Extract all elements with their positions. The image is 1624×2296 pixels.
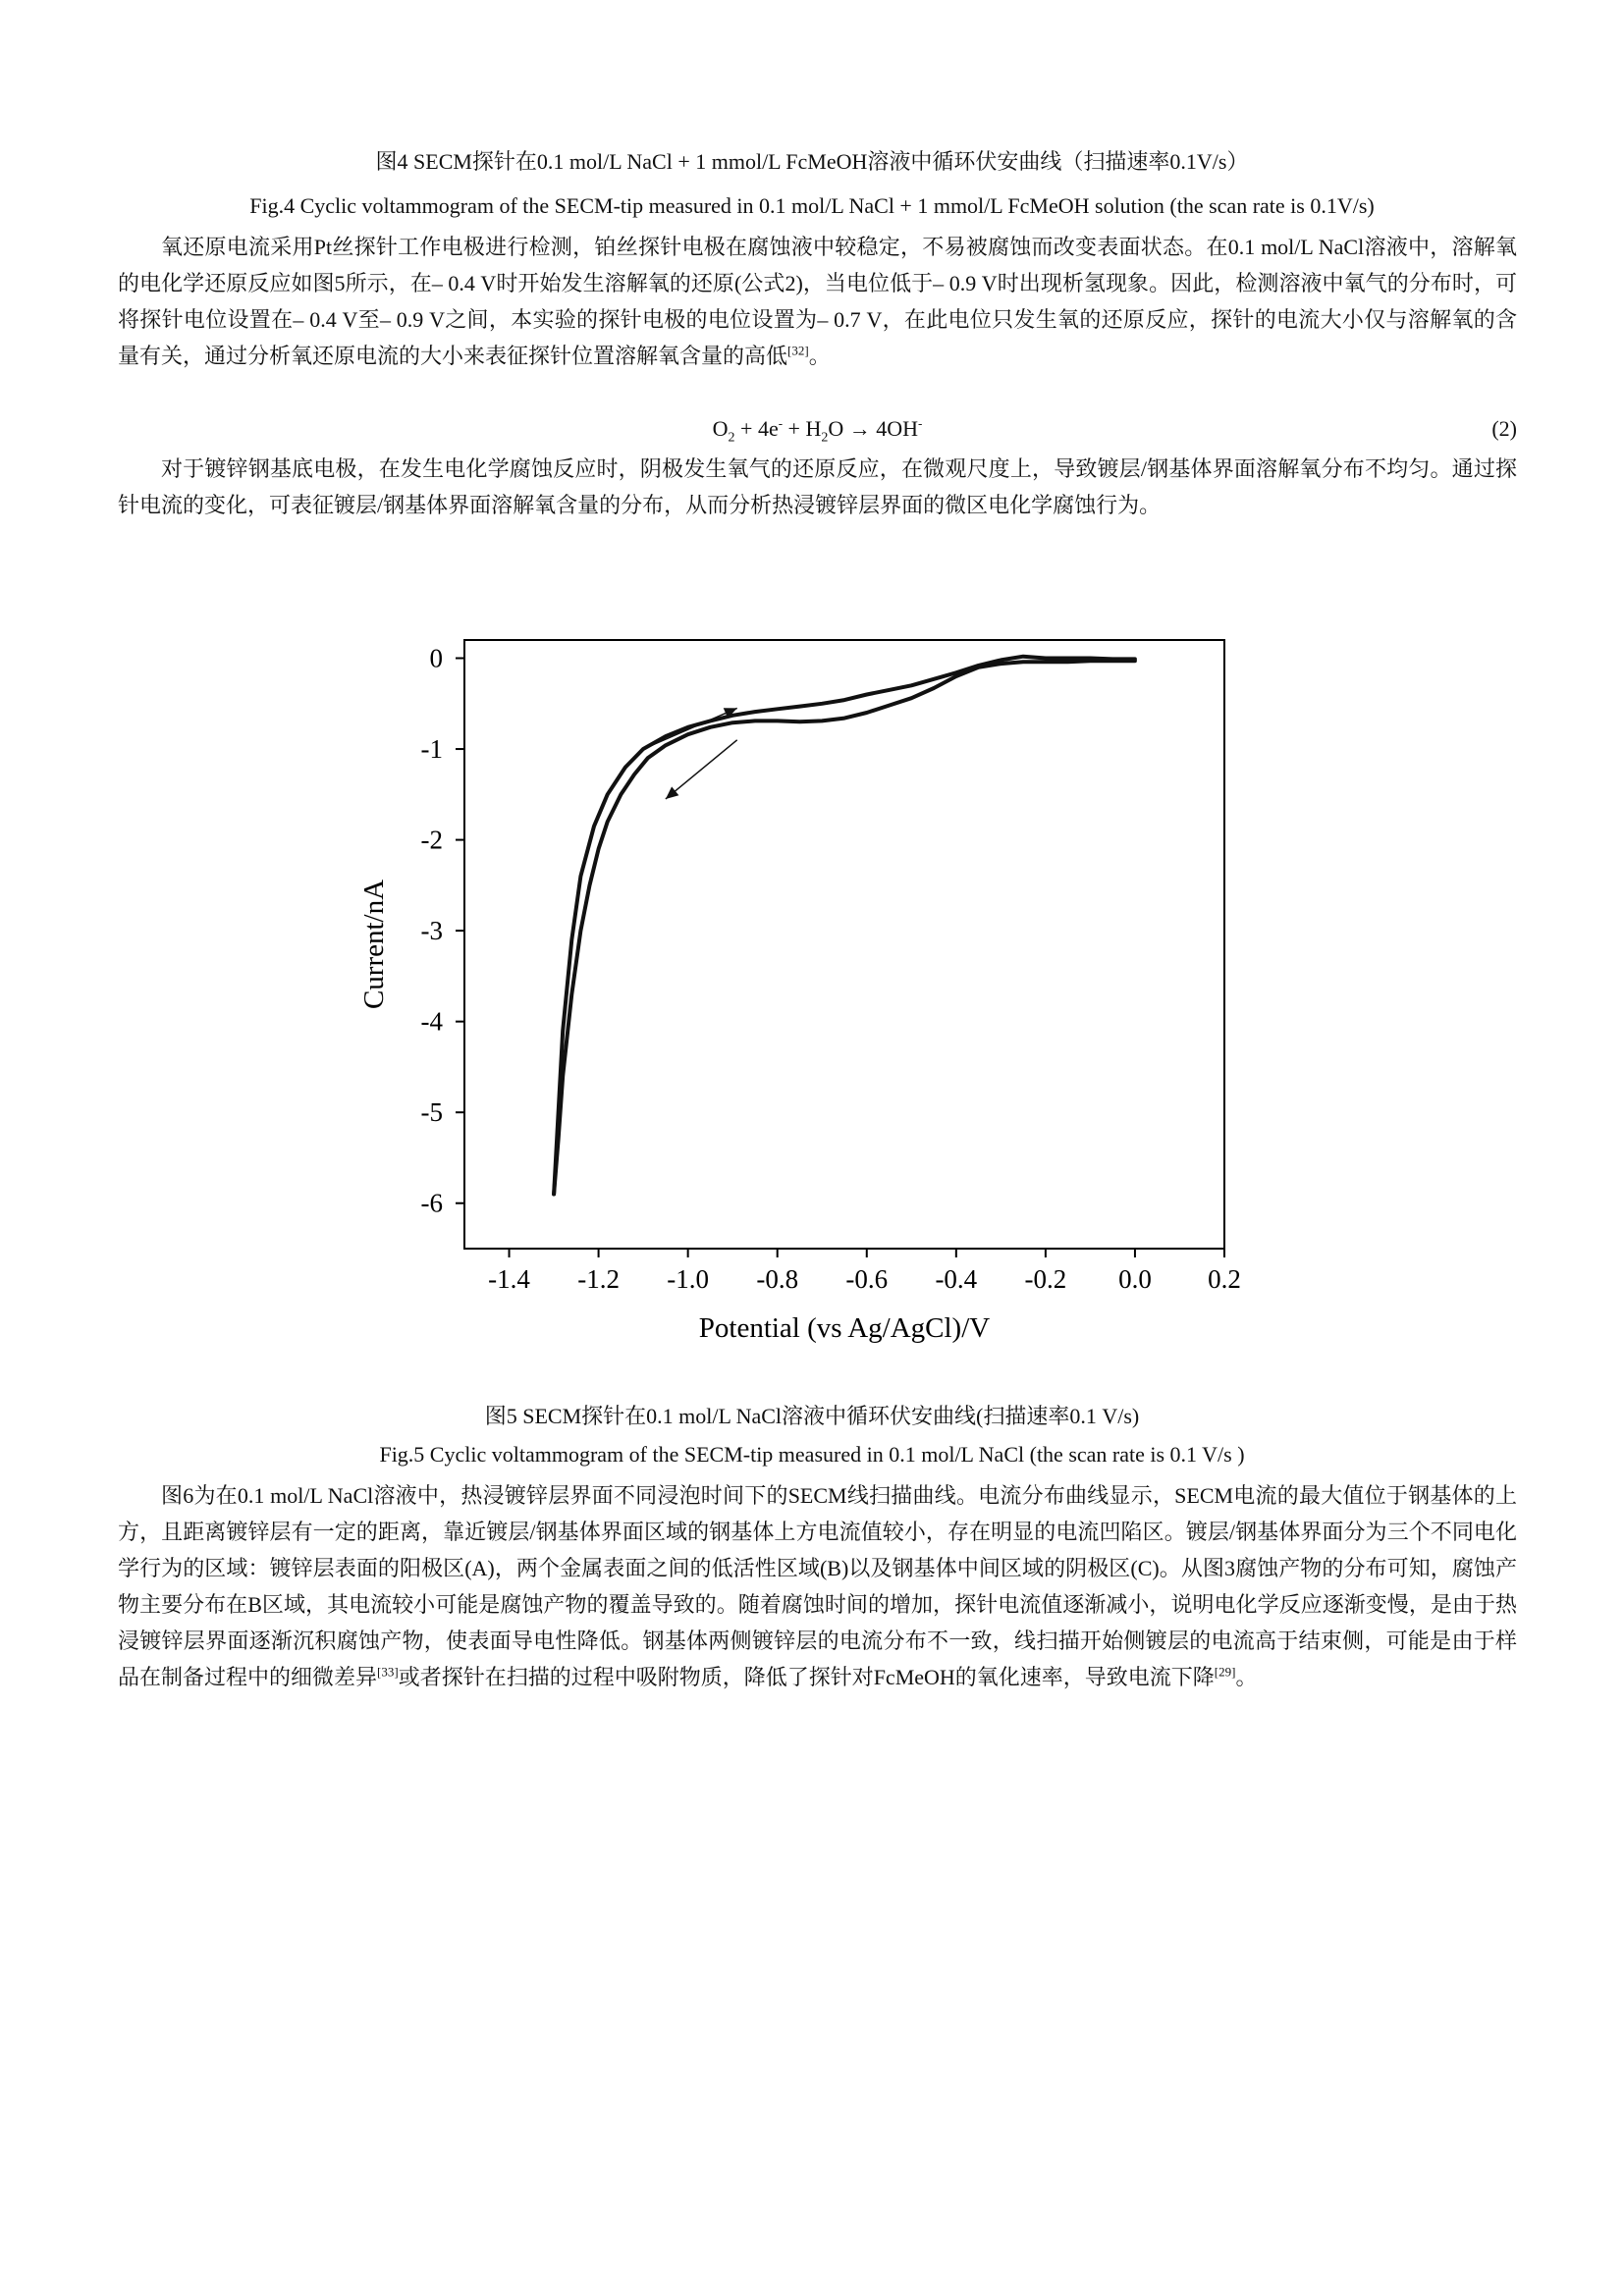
- fig4-caption-cn: 图4 SECM探针在0.1 mol/L NaCl + 1 mmol/L FcMeOH溶液中循环伏安曲线（扫描速率0.1V/s）: [375, 149, 1249, 174]
- x-tick-label: -1.0: [667, 1264, 710, 1294]
- axis-ticks: [421, 644, 1241, 1294]
- equation-number: (2): [1491, 416, 1517, 441]
- citation-32: [32]: [787, 343, 809, 358]
- paragraph-1-end: 。: [808, 344, 831, 368]
- y-tick-label: -1: [420, 734, 443, 765]
- x-tick-label: -0.4: [935, 1264, 978, 1294]
- paragraph-1-text: 氧还原电流采用Pt丝探针工作电极进行检测，铂丝探针电极在腐蚀液中较稳定，不易被腐蚀而改变表面状态。在0.1 mol/L NaCl溶液中，溶解氧的电化学还原反应如图5所示，在– 0.4 V时开始发生溶解氧的还原(公式2)，当电位低于– 0.9 V时出现析氢现象。因此，检测溶液中氧气的分布时，可将探针电位设置在– 0.4 V至– 0.9 V之间，本实验的探针电极的电位设置为– 0.7 V，在此电位只发生氧的还原反应，探针的电流大小仅与溶解氧的含量有关，通过分析氧还原电流的大小来表征探针位置溶解氧含量的高低: [118, 235, 1517, 368]
- citation-33: [33]: [377, 1664, 399, 1680]
- x-tick-label: 0.0: [1118, 1264, 1152, 1294]
- scan-direction-arrow-1: [643, 708, 737, 749]
- arrowhead-2: [666, 786, 678, 799]
- scan-direction-arrow-2: [666, 740, 737, 799]
- y-tick-label: -6: [420, 1188, 443, 1218]
- x-tick-label: -1.4: [488, 1264, 530, 1294]
- paragraph-3-text-1: 图6为在0.1 mol/L NaCl溶液中，热浸镀锌层界面不同浸泡时间下的SECM线扫描曲线。电流分布曲线显示，SECM电流的最大值位于钢基体的上方，且距离镀锌层有一定的距离，靠近镀层/钢基体界面区域的钢基体上方电流值较小，存在明显的电流凹陷区。镀层/钢基体界面分为三个不同电化学行为的区域：镀锌层表面的阳极区(A)，两个金属表面之间的低活性区域(B)以及钢基体中间区域的阴极区(C)。从图3腐蚀产物的分布可知，腐蚀产物主要分布在B区域，其电流较小可能是腐蚀产物的覆盖导致的。随着腐蚀时间的增加，探针电流值逐渐减小，说明电化学反应逐渐变慢，是由于热浸镀锌层界面逐渐沉积腐蚀产物，使表面导电性降低。钢基体两侧镀锌层的电流分布不一致，线扫描开始侧镀层的电流高于结束侧，可能是由于样品在制备过程中的细微差异: [118, 1483, 1517, 1689]
- x-tick-label: 0.2: [1208, 1264, 1241, 1294]
- cv-series-2: [554, 657, 1135, 1195]
- x-tick-label: -0.6: [845, 1264, 889, 1294]
- citation-29: [29]: [1214, 1664, 1236, 1680]
- y-tick-label: -3: [420, 916, 443, 946]
- paragraph-2-text: 对于镀锌钢基底电极，在发生电化学腐蚀反应时，阴极发生氧气的还原反应，在微观尺度上，导致镀层/钢基体界面溶解氧分布不均匀。通过探针电流的变化，可表征镀层/钢基体界面溶解氧含量的分布，从而分析热浸镀锌层界面的微区电化学腐蚀行为。: [118, 456, 1517, 517]
- cv-series-1: [554, 661, 1135, 1194]
- fig5-caption-cn: 图5 SECM探针在0.1 mol/L NaCl溶液中循环伏安曲线(扫描速率0.1 V/s): [484, 1404, 1140, 1428]
- paragraph-1: [118, 229, 1517, 374]
- paragraph-3-text-2: 或者探针在扫描的过程中吸附物质，降低了探针对FcMeOH的氧化速率，导致电流下降: [398, 1665, 1215, 1689]
- equation-body: $O_2 + 4e^- + H_2O \to 4OH^-$: [712, 415, 923, 446]
- y-tick-label: -5: [420, 1097, 443, 1128]
- equation-2: [118, 412, 1517, 446]
- fig4-caption-en: Fig.4 Cyclic voltammogram of the SECM-tip measured in 0.1 mol/L NaCl + 1 mmol/L FcMeOH solution (the scan rate is 0.1V/s): [249, 193, 1375, 218]
- y-tick-label: -2: [420, 825, 443, 855]
- series-group: [554, 657, 1135, 1195]
- fig5-cv-chart: [334, 618, 1241, 1364]
- y-axis-label: Current/nA: [358, 879, 390, 1010]
- x-tick-label: -0.8: [756, 1264, 799, 1294]
- x-tick-label: -1.2: [577, 1264, 620, 1294]
- x-tick-label: -0.2: [1024, 1264, 1067, 1294]
- fig5-caption-en: Fig.5 Cyclic voltammogram of the SECM-tip measured in 0.1 mol/L NaCl (the scan rate is 0.1 V/s ): [379, 1442, 1245, 1467]
- paragraph-3: [118, 1477, 1517, 1695]
- paragraph-2: [118, 451, 1517, 523]
- x-axis-label: Potential (vs Ag/AgCl)/V: [698, 1312, 991, 1344]
- paragraph-3-end: 。: [1235, 1665, 1258, 1689]
- y-tick-label: -4: [420, 1006, 443, 1037]
- y-tick-label: 0: [429, 643, 443, 673]
